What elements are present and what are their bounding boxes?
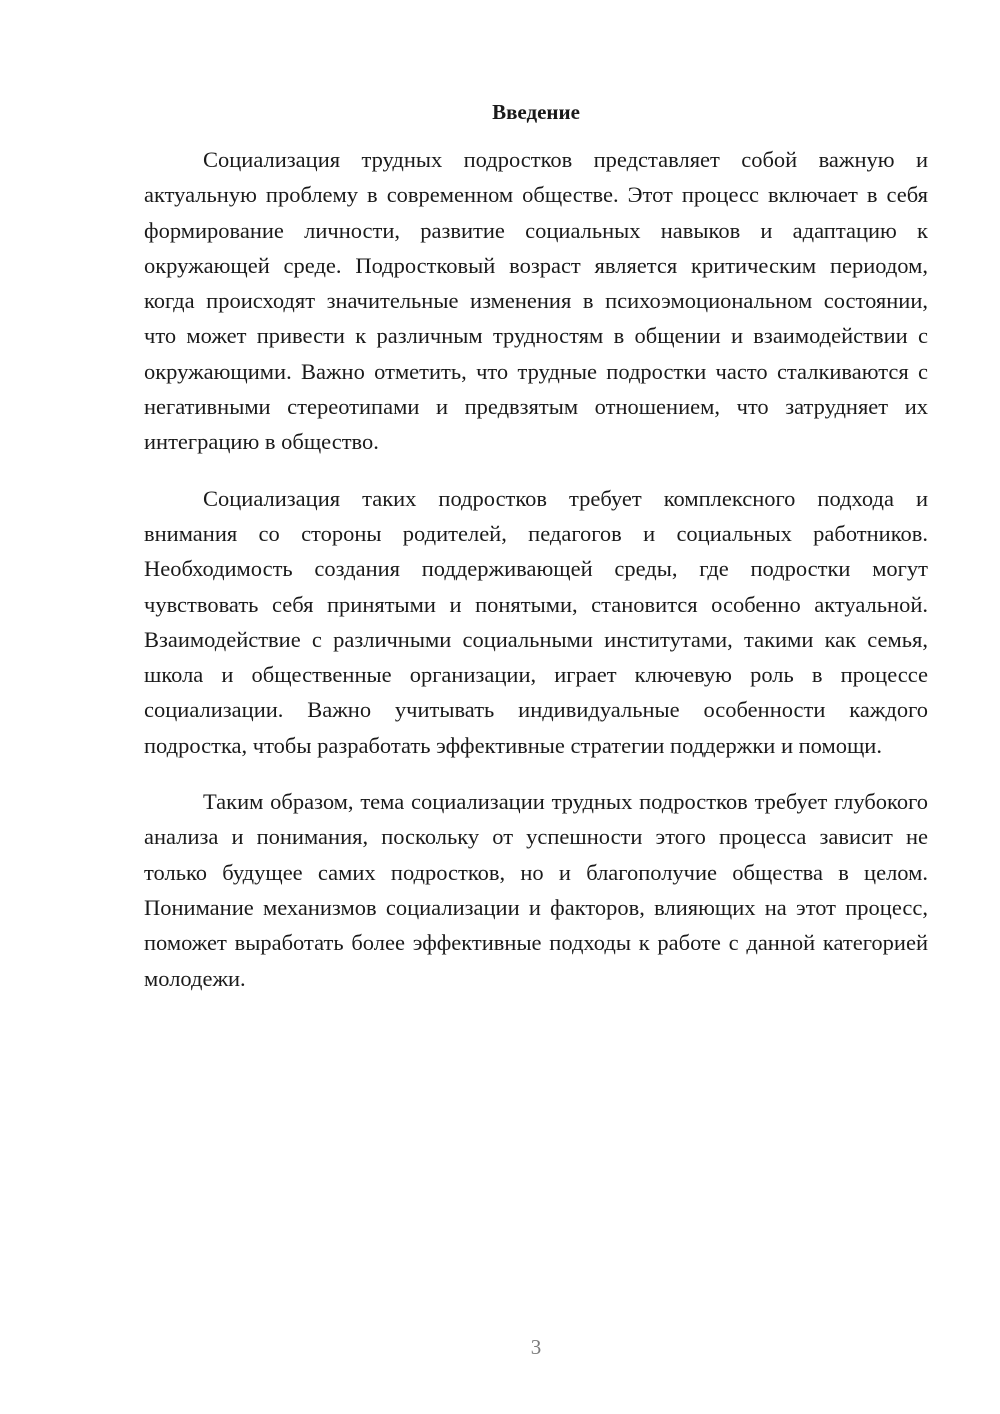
page-number: 3 <box>530 1335 542 1359</box>
paragraph-1: Социализация трудных подростков представляет собой важную и актуальную проблему в современном обществе. Этот процесс включает в себя формирование личности, развитие социальных навыков и адаптацию к окружающей среде. Подростковый возраст является критическим периодом, когда происходят значительные изменения в психоэмоциональном состоянии, что может привести к различным трудностям в общении и взаимодействии с окружающими. Важно отметить, что трудные подростки часто сталкиваются с негативными стереотипами и предвзятым отношением, что затрудняет их интеграцию в общество. <box>144 147 928 455</box>
body-text <box>144 142 928 1017</box>
section-title: Введение <box>492 100 580 124</box>
paragraph-2: Социализация таких подростков требует комплексного подхода и внимания со стороны родителей, педагогов и социальных работников. Необходимость создания поддерживающей среды, где подростки могут чувствовать себя принятыми и понятыми, становится особенно актуальной. Взаимодействие с различными социальными институтами, такими как семья, школа и общественные организации, играет ключевую роль в процессе социализации. Важно учитывать индивидуальные особенности каждого подростка, чтобы разработать эффективные стратегии поддержки и помощи. <box>144 485 928 758</box>
paragraph-3: Таким образом, тема социализации трудных подростков требует глубокого анализа и понимания, поскольку от успешности этого процесса зависит не только будущее самих подростков, но и благополучие общества в целом. Понимание механизмов социализации и факторов, влияющих на этот процесс, поможет выработать более эффективные подходы к работе с данной категорией молодежи. <box>144 789 928 991</box>
